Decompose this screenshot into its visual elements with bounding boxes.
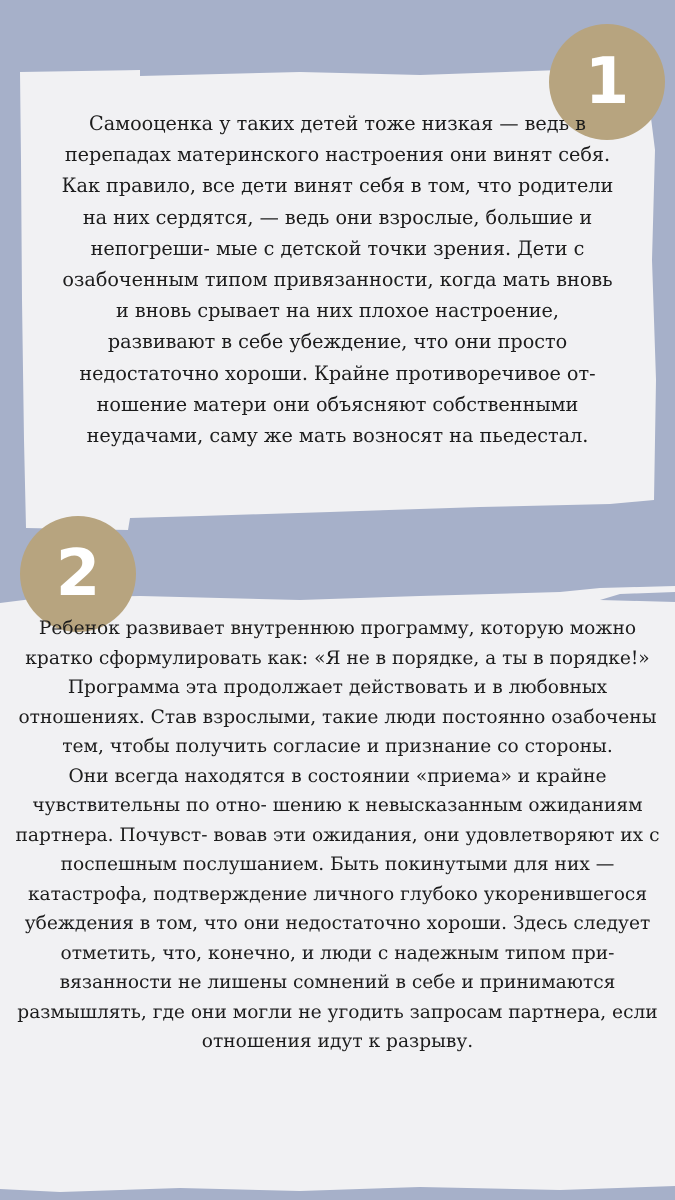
card2-text xyxy=(14,614,661,1057)
card1-text xyxy=(60,108,615,451)
step-1-badge: 1 xyxy=(549,24,665,140)
step-2-badge: 2 xyxy=(20,516,136,632)
card2-paragraph-1: Ребенок развивает внутреннюю программу, которую можно кратко сформулировать как: «Я не в порядке, а ты в порядке!» Программа эта продолжает действовать и в любовных отношениях. Став взрослыми, такие люди постоянно озабочены тем, чтобы получить согласие и признание со стороны. xyxy=(18,618,657,757)
card2-paragraph-2: Они всегда находятся в состоянии «приема» и крайне чувствительны по отно- шению к невысказанным ожиданиям партнера. Почувст- вовав эти ожидания, они удовлетворяют их с поспешным послушанием. Быть покинутыми для них — катастрофа, подтверждение личного глубоко укоренившегося убеждения в том, что они недостаточно хороши. Здесь следует отметить, что, конечно, и люди с надежным типом при- вязанности не лишены сомнений в себе и принимаются размышлять, где они могли не угодить запросам партнера, если отношения идут к разрыву. xyxy=(15,765,660,1052)
card1-paragraph: Самооценка у таких детей тоже низкая — ведь в перепадах материнского настроения они винят себя. Как правило, все дети винят себя в том, что родители на них сердятся, — ведь они взрослые, большие и непогреши- мые с детской точки зрения. Дети с озабоченным типом привязанности, когда мать вновь и вновь срывает на них плохое настроение, развивают в себе убеждение, что они просто недостаточно хороши. Крайне противоречивое от- ношение матери они объясняют собственными неудачами, саму же мать возносят на пьедестал. xyxy=(61,112,614,448)
